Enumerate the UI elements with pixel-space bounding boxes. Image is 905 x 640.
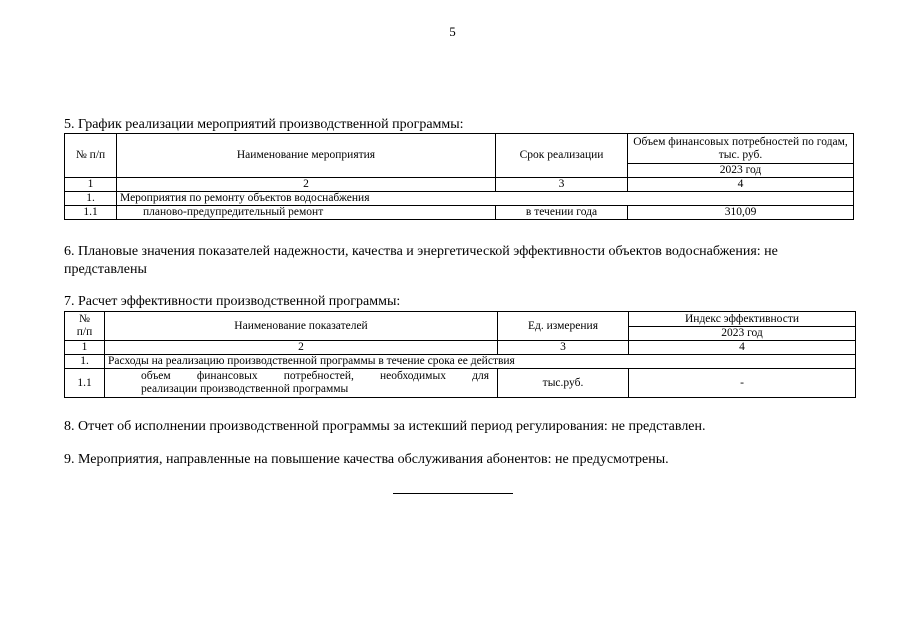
row-term: в течении года — [496, 206, 628, 220]
section9-text: 9. Мероприятия, направленные на повышение качества обслуживания абонентов: не предусмотрены. — [64, 452, 669, 467]
section8-text: 8. Отчет об исполнении производственной программы за истекший период регулирования: не представлен. — [64, 419, 706, 434]
section7-heading: 7. Расчет эффективности производственной программы: — [64, 294, 401, 309]
closing-rule — [393, 493, 513, 494]
col-header-index: Индекс эффективности — [629, 312, 856, 327]
table-header-row — [65, 312, 856, 327]
table-header-row — [65, 134, 854, 164]
col-header-finance: Объем финансовых потребностей по годам, тыс. руб. — [628, 134, 854, 164]
section6-text: 6. Плановые значения показателей надежности, качества и энергетической эффективности объектов водоснабжения: не представлены — [64, 244, 778, 277]
group-name: Расходы на реализацию производственной программы в течение срока ее действия — [105, 355, 856, 369]
row-name — [105, 369, 498, 398]
col-number: 3 — [496, 178, 628, 192]
col-header-term: Срок реализации — [496, 134, 628, 178]
row-num: 1. — [65, 192, 117, 206]
section5-heading: 5. График реализации мероприятий производственной программы: — [64, 117, 464, 132]
col-header-unit: Ед. измерения — [498, 312, 629, 341]
col-header-num-line2: п/п — [76, 326, 93, 338]
col-header-num — [65, 312, 105, 341]
col-number: 2 — [105, 341, 498, 355]
page-number: 5 — [449, 24, 456, 39]
column-number-row — [65, 341, 856, 355]
row-value: - — [629, 369, 856, 398]
section7-table — [64, 311, 856, 398]
section5-table — [64, 133, 854, 220]
col-number: 4 — [629, 341, 856, 355]
col-header-num-line1: № — [79, 313, 90, 325]
col-number: 1 — [65, 178, 117, 192]
row-num: 1.1 — [65, 206, 117, 220]
row-name-line2: реализации производственной программы — [141, 383, 349, 395]
col-number: 1 — [65, 341, 105, 355]
col-header-name: Наименование показателей — [105, 312, 498, 341]
col-number: 2 — [117, 178, 496, 192]
col-header-name: Наименование мероприятия — [117, 134, 496, 178]
group-row — [65, 192, 854, 206]
group-row — [65, 355, 856, 369]
row-name: планово-предупредительный ремонт — [117, 206, 496, 220]
row-num: 1. — [65, 355, 105, 369]
column-number-row — [65, 178, 854, 192]
row-num: 1.1 — [65, 369, 105, 398]
row-unit: тыс.руб. — [498, 369, 629, 398]
col-header-num: № п/п — [65, 134, 117, 178]
table-row — [65, 206, 854, 220]
col-header-year: 2023 год — [628, 164, 854, 178]
col-number: 3 — [498, 341, 629, 355]
row-name-line1: объем финансовых потребностей, необходимых для — [141, 370, 489, 382]
row-value: 310,09 — [628, 206, 854, 220]
col-header-year: 2023 год — [629, 327, 856, 341]
group-name: Мероприятия по ремонту объектов водоснабжения — [117, 192, 854, 206]
col-number: 4 — [628, 178, 854, 192]
table-row — [65, 369, 856, 398]
